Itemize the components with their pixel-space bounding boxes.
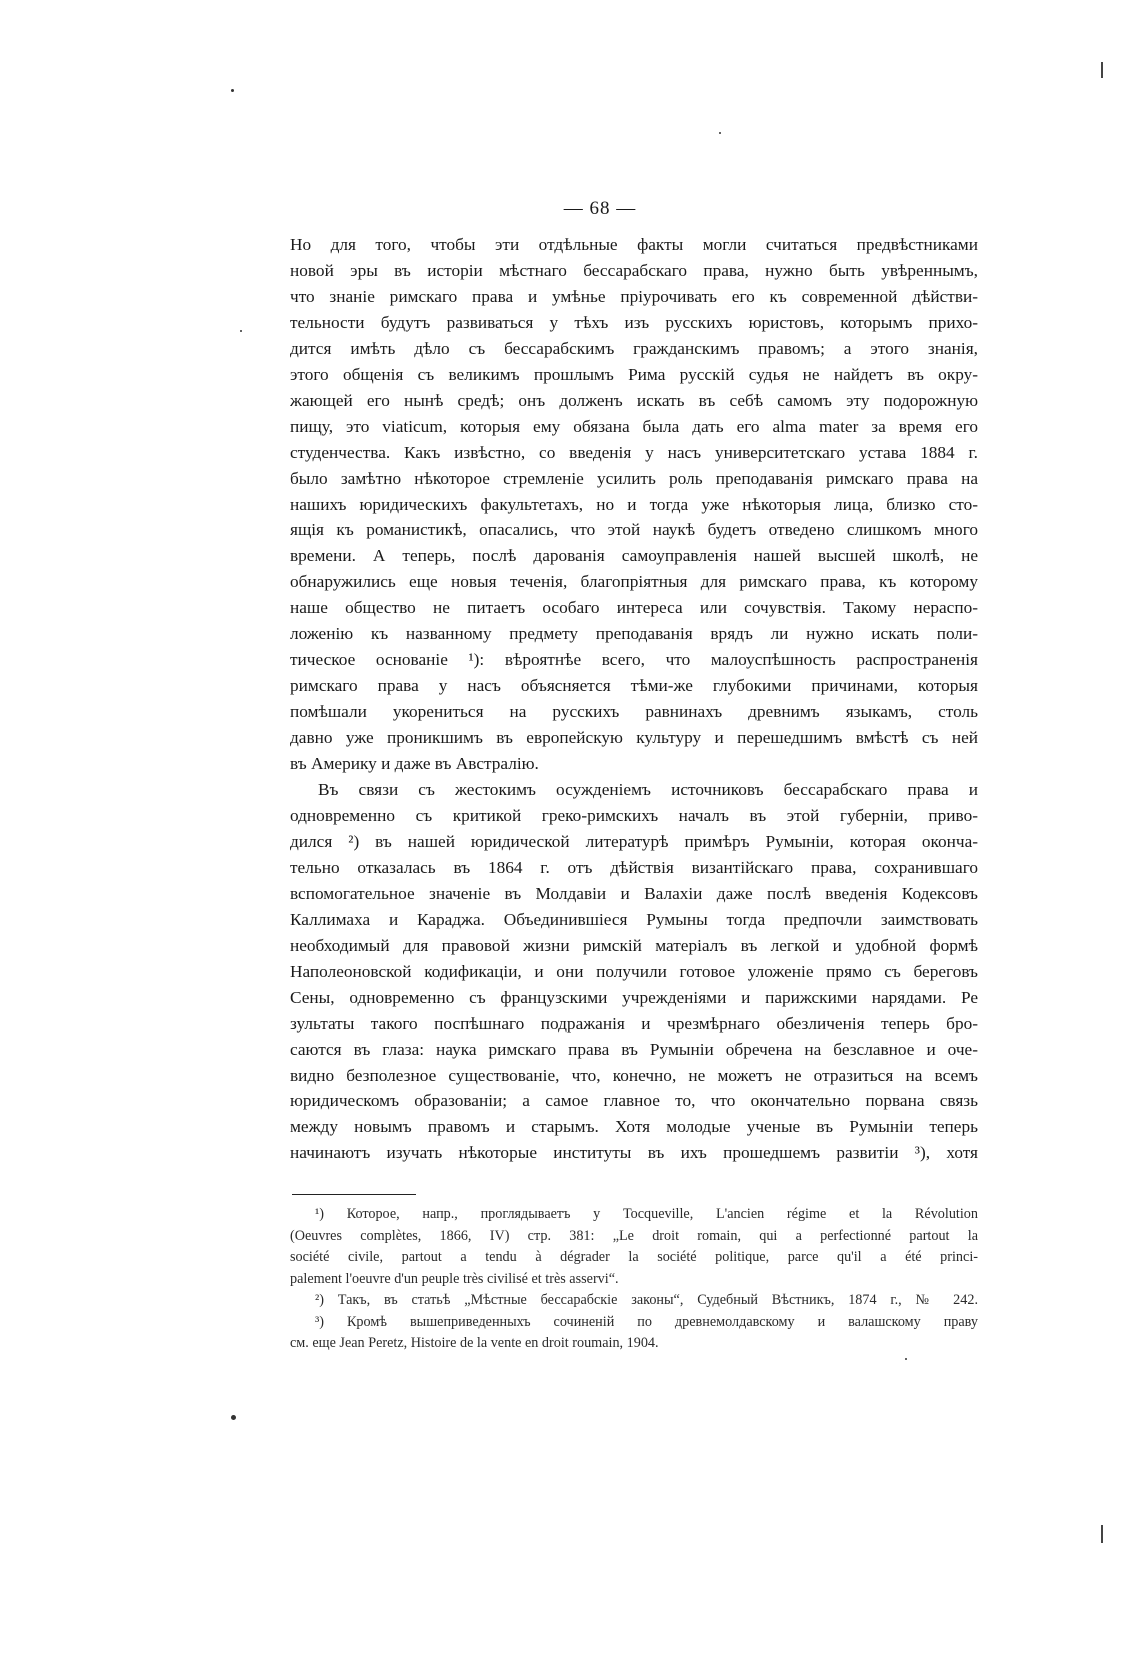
text-line: видно безполезное существованіе, что, конечно, не можетъ не отразиться на всемъ [290, 1065, 978, 1085]
text-line: пищу, это viaticum, которыя ему обязана была дать его alma mater за время его [290, 416, 978, 436]
scan-speck [231, 1415, 236, 1420]
text-line: вспомогательное значеніе въ Молдавіи и Валахіи даже послѣ введенія Кодексовъ [290, 883, 978, 903]
text-line: дится имѣть дѣло съ бессарабскимъ гражданскимъ правомъ; а этого знанія, [290, 338, 978, 358]
text-line: начинаютъ изучать нѣкоторые институты въ ихъ прошедшемъ развитіи ³), хотя [290, 1143, 978, 1163]
text-line: времени. А теперь, послѣ дарованія самоуправленія нашей высшей школѣ, не [290, 546, 978, 566]
scan-edge-mark [1101, 62, 1103, 78]
main-text [290, 232, 978, 1166]
footnotes [290, 1204, 978, 1355]
text-line: ложенію къ названному предмету преподаванія врядъ ли нужно искать поли- [290, 624, 978, 644]
footnote-divider [292, 1194, 416, 1195]
text-line: новой эры въ исторіи мѣстнаго бессарабскаго права, нужно быть увѣреннымъ, [290, 260, 978, 280]
text-line: помѣшали укорениться на русскихъ равнинахъ древнимъ языкамъ, столь [290, 702, 978, 722]
text-line: юридическомъ образованіи; а самое главное то, что окончательно порвана связь [290, 1091, 978, 1111]
text-line: римскаго права у насъ объясняется тѣми-же глубокими причинами, которыя [290, 676, 978, 696]
text-line: давно уже проникшимъ въ европейскую культуру и перешедшимъ вмѣстѣ съ ней [290, 728, 978, 748]
text-line: тельно отказалась въ 1864 г. отъ дѣйствія византійскаго права, сохранившаго [290, 857, 978, 877]
text-line: тельности будутъ развиваться у тѣхъ изъ русскихъ юристовъ, которымъ прихо- [290, 312, 978, 332]
text-line: въ Америку и даже въ Австралію. [290, 754, 539, 774]
text-line: студенчества. Какъ извѣстно, со введенія у насъ университетскаго устава 1884 г. [290, 442, 978, 462]
text-line: необходимый для правовой жизни римскій матеріалъ въ легкой и удобной формѣ [290, 935, 978, 955]
text-line: было замѣтно нѣкоторое стремленіе усилить роль преподаванія римскаго права на [290, 468, 978, 488]
text-line: Но для того, чтобы эти отдѣльные факты могли считаться предвѣстниками [290, 235, 978, 254]
text-line: Наполеоновской кодификаціи, и они получили готовое уложеніе прямо съ береговъ [290, 961, 978, 981]
text-line: нашихъ юридическихъ факультетахъ, но и тогда уже нѣкоторыя лица, близко сто- [290, 494, 978, 514]
scan-edge-mark [1101, 1525, 1103, 1543]
scan-speck [905, 1358, 907, 1360]
text-line: саются въ глаза: наука римскаго права въ Румыніи обречена на безславное и оче- [290, 1039, 978, 1059]
text-line: Въ связи съ жестокимъ осужденіемъ источниковъ бессарабскаго права и [318, 780, 978, 800]
page-number: — 68 — [563, 198, 637, 219]
text-line: наше общество не питаетъ особаго интереса или сочувствія. Такому нераспо- [290, 598, 978, 618]
scan-speck [231, 89, 234, 92]
footnote-line: (Oeuvres complètes, 1866, IV) стр. 381: „Le droit romain, qui a perfectionné partout la [290, 1227, 978, 1244]
text-line: Каллимаха и Караджа. Объединившіеся Румыны тогда предпочли заимствовать [290, 909, 978, 929]
text-line: между новымъ правомъ и старымъ. Хотя молодые ученые въ Румыніи теперь [290, 1117, 978, 1137]
footnote-line: société civile, partout a tendu à dégrader la société politique, parce qu'il a été princi- [290, 1249, 978, 1265]
text-line: одновременно съ критикой греко-римскихъ началъ въ этой губерніи, приво- [290, 805, 978, 825]
footnote-line: ³) Кромѣ вышеприведенныхъ сочиненій по древнемолдавскому и валашскому праву [315, 1313, 978, 1330]
text-line: этого общенія съ великимъ прошлымъ Рима русскій судья не найдетъ въ окру- [290, 364, 978, 384]
text-line: ящія къ романистикѣ, опасались, что этой наукѣ будетъ отведено слишкомъ много [290, 520, 978, 540]
footnote-line: palement l'oeuvre d'un peuple très civilisé et très asservi“. [290, 1270, 619, 1287]
text-line: что знаніе римскаго права и умѣнье пріурочивать его къ современной дѣйстви- [290, 286, 978, 306]
text-line: жающей его нынѣ средѣ; онъ долженъ искать въ себѣ самомъ эту подорожную [290, 390, 978, 410]
scan-speck [240, 330, 242, 332]
footnote-line: ²) Такъ, въ статьѣ „Мѣстные бессарабскіе законы“, Судебный Вѣстникъ, 1874 г., № 242. [315, 1292, 978, 1308]
text-line: обнаружились еще новыя теченія, благопріятныя для римскаго права, къ которому [290, 572, 978, 592]
text-line: Сены, одновременно съ французскими учрежденіями и парижскими нарядами. Ре [290, 987, 978, 1007]
scan-speck [719, 132, 721, 134]
text-line: зультаты такого поспѣшнаго подражанія и чрезмѣрнаго обезличенія теперь бро- [290, 1013, 978, 1033]
text-line: дился ²) въ нашей юридической литературѣ примѣръ Румыніи, которая оконча- [290, 831, 978, 851]
footnote-line: см. еще Jean Peretz, Histoire de la vente en droit roumain, 1904. [290, 1335, 659, 1351]
footnote-line: ¹) Которое, напр., проглядываетъ у Tocqueville, L'ancien régime et la Révolution [315, 1206, 978, 1222]
text-line: тическое основаніе ¹): вѣроятнѣе всего, что малоуспѣшность распространенія [290, 650, 978, 670]
